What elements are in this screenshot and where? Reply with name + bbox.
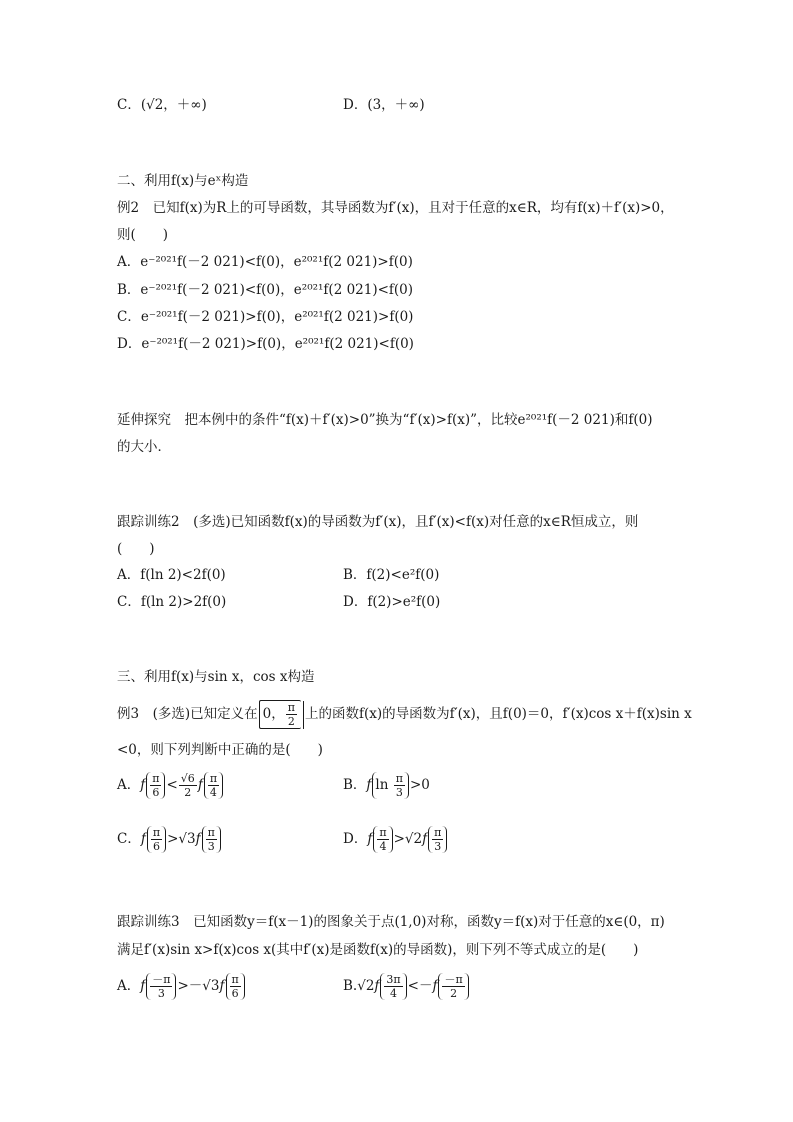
- example-3-option-c: C．f $\frac{\pi}{6}$ >√3f $\frac{\pi}{3}$: [117, 826, 222, 853]
- interval-bracket: 0， $\frac{\pi}{2}$: [259, 700, 301, 729]
- training-2-option-b: B．f(2)<e²f(0): [343, 567, 440, 583]
- example-2-stem: 例2 已知f(x)为R上的可导函数，其导函数为f′(x)，且对于任意的x∈R，均有f(x)＋f′(x)>0，: [117, 200, 674, 216]
- fraction-pi-2: $\frac{\pi}{2}$: [287, 701, 295, 728]
- example-3-stem-cont: <0，则下列判断中正确的是( ): [117, 742, 323, 758]
- example-3-option-a: A．f $\frac{\pi}{6}$ < $\frac{√6}{2}$ f $\frac{\pi}{4}$: [117, 772, 224, 799]
- training-2-option-c: C．f(ln 2)>2f(0): [117, 594, 227, 610]
- example-3-option-b: B．f ln $\frac{\pi}{3}$ >0: [343, 772, 430, 799]
- training-2-option-a: A．f(ln 2)<2f(0): [117, 567, 226, 583]
- example-3-option-d: D．f $\frac{\pi}{4}$ >√2f $\frac{\pi}{3}$: [343, 826, 448, 853]
- example-2-option-a: A．e⁻²⁰²¹f(－2 021)<f(0)，e²⁰²¹f(2 021)>f(0): [117, 254, 413, 270]
- example-2-option-c: C．e⁻²⁰²¹f(－2 021)>f(0)，e²⁰²¹f(2 021)>f(0): [117, 309, 414, 325]
- training-2-option-d: D．f(2)>e²f(0): [343, 594, 441, 610]
- extension-stem: 延伸探究 把本例中的条件“f(x)＋f′(x)>0”换为“f′(x)>f(x)”，比较e²⁰²¹f(－2 021)和f(0): [117, 412, 653, 428]
- section-heading-2: 二、利用f(x)与eˣ构造: [117, 173, 249, 189]
- section-heading-3: 三、利用f(x)与sin x，cos x构造: [117, 669, 315, 685]
- option-c-prev: C．(√2，＋∞): [117, 97, 207, 113]
- extension-stem-cont: 的大小．: [117, 439, 171, 455]
- training-3-option-b: B.√2f $\frac{3\pi}{4}$ <－f $\frac{-\pi}{2}$: [343, 973, 470, 1000]
- option-d-prev: D．(3，＋∞): [343, 97, 425, 113]
- example-2-option-d: D．e⁻²⁰²¹f(－2 021)>f(0)，e²⁰²¹f(2 021)<f(0): [117, 336, 414, 352]
- training-2-stem-cont: ( ): [117, 541, 155, 557]
- training-3-option-a: A．f $\frac{-\pi}{3}$ >－√3f $\frac{\pi}{6}$: [117, 973, 246, 1000]
- training-3-stem: 跟踪训练3 已知函数y＝f(x－1)的图象关于点(1,0)对称，函数y＝f(x)对于任意的x∈(0，π): [117, 914, 665, 930]
- example-2-stem-cont: 则( ): [117, 227, 169, 243]
- training-2-stem: 跟踪训练2 (多选)已知函数f(x)的导函数为f′(x)，且f′(x)<f(x)对任意的x∈R恒成立，则: [117, 514, 639, 530]
- example-2-option-b: B．e⁻²⁰²¹f(－2 021)<f(0)，e²⁰²¹f(2 021)<f(0): [117, 282, 414, 298]
- training-3-stem-cont: 满足f′(x)sin x>f(x)cos x(其中f′(x)是函数f(x)的导函数)，则下列不等式成立的是( ): [117, 942, 639, 958]
- example-3-stem: 例3 (多选)已知定义在 0， $\frac{\pi}{2}$ 上的函数f(x)的导函数为f′(x)，且f(0)＝0，f′(x)cos x＋f(x)sin x: [117, 701, 692, 728]
